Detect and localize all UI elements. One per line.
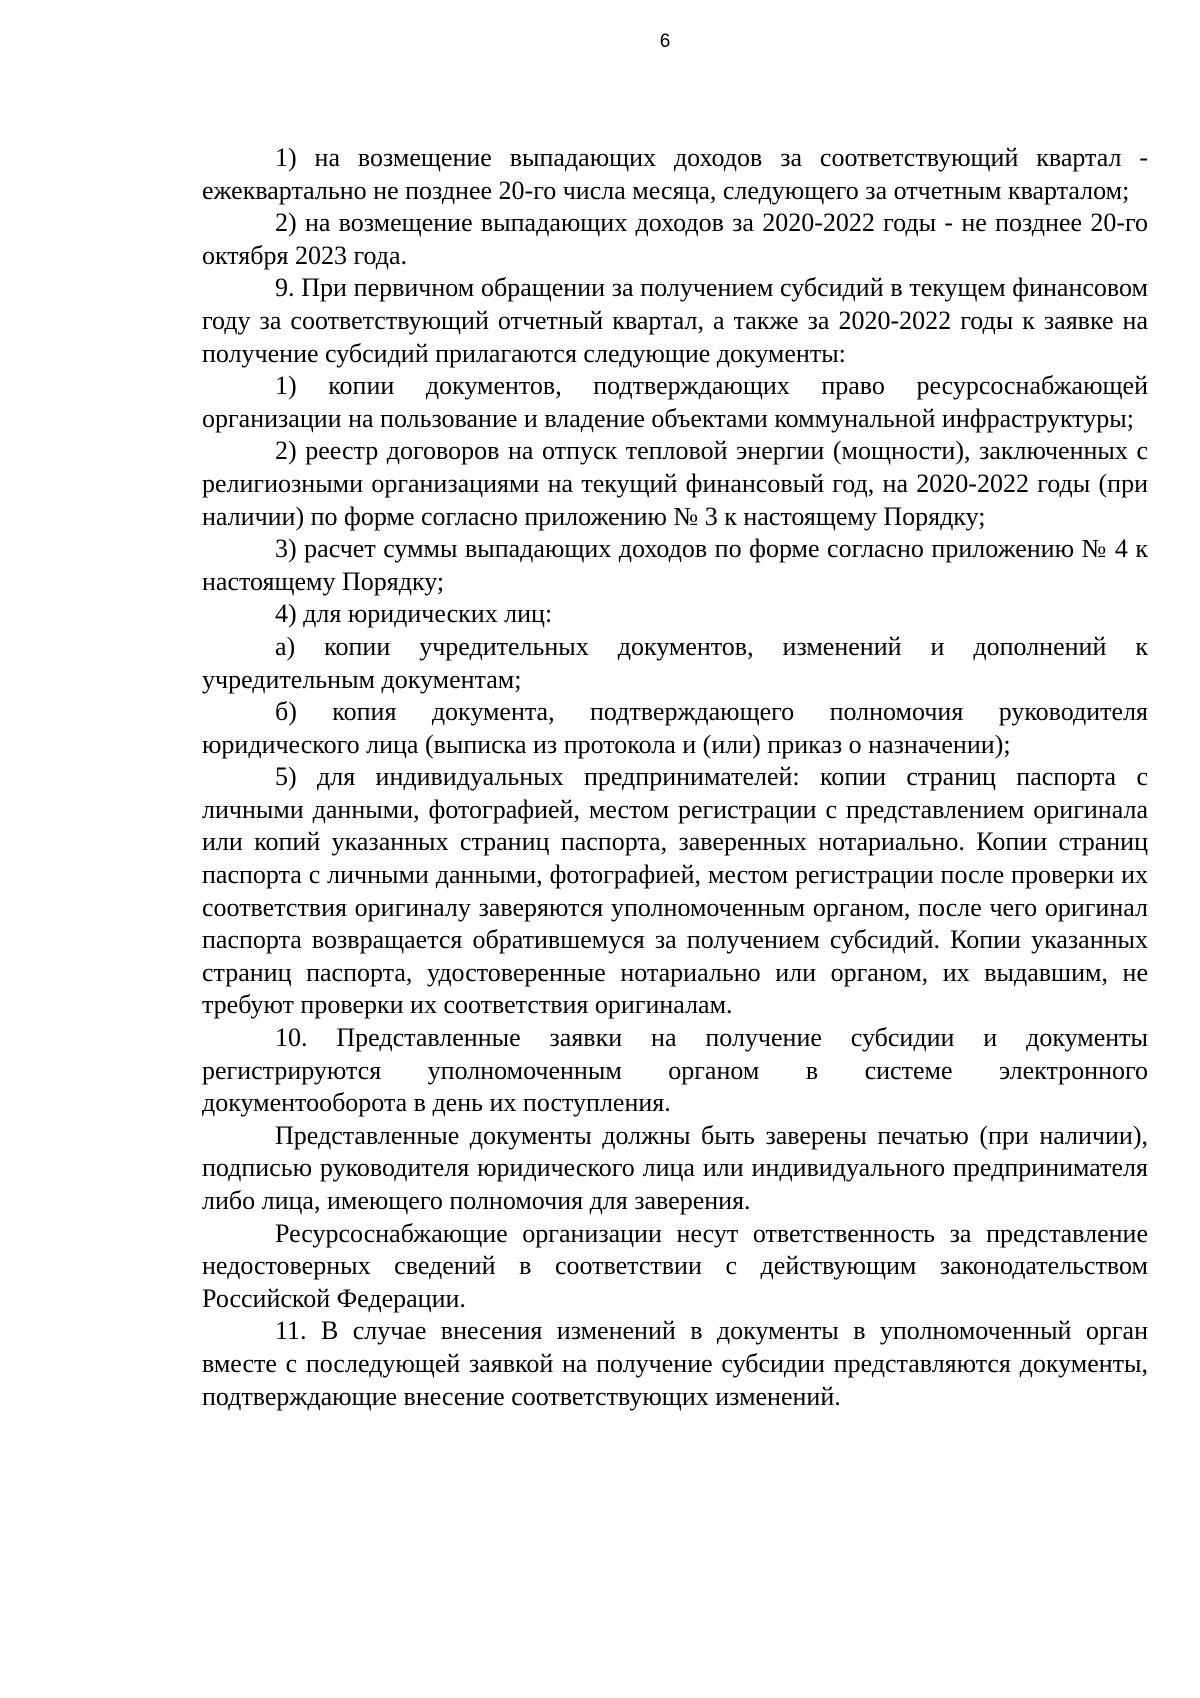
paragraph-1-quarterly-compensation: 1) на возмещение выпадающих доходов за соответствующий квартал - ежеквартально не позднее 20-го числа месяца, следующего за отчетным кварталом; xyxy=(202,143,1148,205)
paragraph-9-5-entrepreneurs: 5) для индивидуальных предпринимателей: копии страниц паспорта с личными данными, фотографией, местом регистрации с представлением оригинала или копий указанных страниц паспорта, заверенных нотариально. Копии страниц паспорта с личными данными, фотографией, местом регистрации после проверки их соответствия оригиналу заверяются уполномоченным органом, после чего оригинал паспорта возвращается обратившемуся за получением субсидий. Копии указанных страниц паспорта, удостоверенные нотариально или органом, их выдавшим, не требуют проверки их соответствия оригиналам. xyxy=(202,762,1148,1020)
paragraph-9-4-legal-entities: 4) для юридических лиц: xyxy=(275,599,553,629)
paragraph-item-10: 10. Представленные заявки на получение субсидии и документы регистрируются уполномоченным органом в системе электронного документооборота в день их поступления. xyxy=(202,1023,1148,1118)
paragraph-9-4a-founding-documents: а) копии учредительных документов, изменений и дополнений к учредительным документам; xyxy=(202,631,1148,694)
paragraph-9-4b-authority-document: б) копия документа, подтверждающего полномочия руководителя юридического лица (выписка из протокола и (или) приказ о назначении); xyxy=(202,697,1148,759)
paragraph-item-9: 9. При первичном обращении за получением субсидий в текущем финансовом году за соответствующий отчетный квартал, а также за 2020-2022 годы к заявке на получение субсидий прилагаются следующие документы: xyxy=(202,273,1148,368)
paragraph-2-compensation-2020-2022: 2) на возмещение выпадающих доходов за 2020-2022 годы - не позднее 20-го октября 2023 года. xyxy=(202,208,1148,270)
paragraph-9-1-infrastructure-docs: 1) копии документов, подтверждающих право ресурсоснабжающей организации на пользование и владение объектами коммунальной инфраструктуры; xyxy=(202,371,1148,433)
paragraph-item-11: 11. В случае внесения изменений в документы в уполномоченный орган вместе с последующей заявкой на получение субсидии представляются документы, подтверждающие внесение соответствующих изменений. xyxy=(202,1316,1148,1411)
paragraph-certification: Представленные документы должны быть заверены печатью (при наличии), подписью руководителя юридического лица или индивидуального предпринимателя либо лица, имеющего полномочия для заверения. xyxy=(202,1120,1148,1215)
paragraph-responsibility: Ресурсоснабжающие организации несут ответственность за представление недостоверных сведений в соответствии с действующим законодательством Российской Федерации. xyxy=(202,1218,1148,1313)
document-body xyxy=(202,142,1148,1413)
paragraph-9-3-loss-calculation: 3) расчет суммы выпадающих доходов по форме согласно приложению № 4 к настоящему Порядку; xyxy=(202,534,1148,596)
paragraph-9-2-contract-register: 2) реестр договоров на отпуск тепловой энергии (мощности), заключенных с религиозными организациями на текущий финансовый год, на 2020-2022 годы (при наличии) по форме согласно приложению № 3 к настоящему Порядку; xyxy=(202,436,1148,531)
page-number: 6 xyxy=(659,31,671,52)
